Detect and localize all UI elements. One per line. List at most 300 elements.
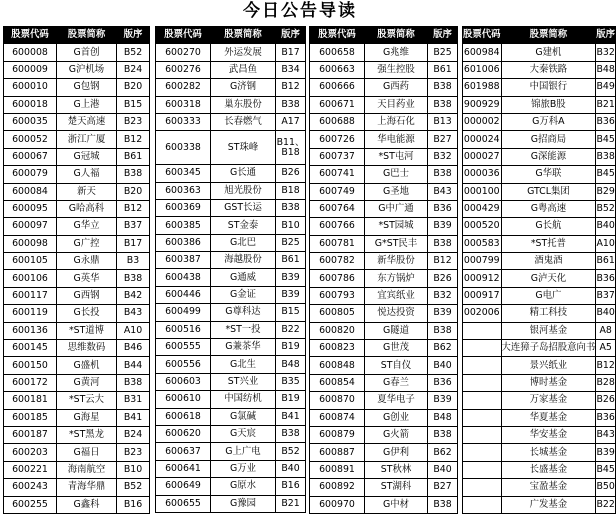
stock-name: 华夏基金 [501, 409, 596, 426]
stock-name: G伊利 [365, 444, 428, 461]
stock-name: 精工科技 [501, 305, 596, 322]
section-code: B61 [428, 61, 458, 78]
stock-code: 600387 [156, 252, 211, 269]
table-row [310, 253, 458, 270]
stock-code [463, 357, 502, 374]
section-code: B38 [428, 235, 458, 252]
table-row [463, 409, 616, 426]
section-code: A17 [276, 113, 306, 130]
stock-name: 银河基金 [501, 322, 596, 339]
stock-code: 600655 [156, 495, 211, 512]
section-code: B43 [596, 426, 616, 443]
table-row [463, 200, 616, 217]
stock-name: G泸天化 [501, 270, 596, 287]
stock-code: 000429 [463, 200, 502, 217]
stock-name: 博时基金 [501, 374, 596, 391]
stock-code: 000520 [463, 218, 502, 235]
stock-code [463, 444, 502, 461]
stock-name: *ST道博 [57, 322, 117, 339]
section-code: B45 [596, 166, 616, 183]
stock-name: G招商局 [501, 131, 596, 148]
table-row [156, 44, 306, 61]
table-row [463, 113, 616, 130]
table-row [310, 61, 458, 78]
table-row [463, 253, 616, 270]
table-row [310, 461, 458, 478]
table-row [156, 61, 306, 78]
stock-code: 600119 [4, 305, 57, 322]
stock-name: G北巴 [211, 234, 276, 251]
table-row [463, 235, 616, 252]
table-row [463, 322, 616, 339]
section-code: B32 [428, 287, 458, 304]
section-code: B22 [596, 496, 616, 513]
table-row [463, 131, 616, 148]
section-code: B17 [276, 44, 306, 61]
stock-code: 900929 [463, 96, 502, 113]
stock-name: G粤高速 [501, 200, 596, 217]
section-code: B32 [596, 44, 616, 61]
stock-code: 600106 [4, 270, 57, 287]
stock-name: 新华股份 [365, 253, 428, 270]
stock-code: 600095 [4, 200, 57, 217]
stock-code: 600984 [463, 44, 502, 61]
section-code: B41 [117, 409, 150, 426]
section-code: B38 [596, 148, 616, 165]
table-row [310, 409, 458, 426]
section-code: B29 [596, 183, 616, 200]
table-row [310, 444, 458, 461]
stock-code: 600649 [156, 478, 211, 495]
stock-name: 大秦铁路 [501, 61, 596, 78]
section-code: B42 [117, 287, 150, 304]
table-row [463, 444, 616, 461]
section-code: B18 [276, 182, 306, 199]
stock-name: 悦达投资 [365, 305, 428, 322]
stock-name: G华立 [57, 218, 117, 235]
stock-code: 600737 [310, 148, 365, 165]
stock-name: G天宸 [211, 426, 276, 443]
stock-name: G包钢 [57, 79, 117, 96]
section-code: B61 [596, 253, 616, 270]
header-code: 股票代码 [4, 27, 57, 44]
stock-name: 酒鬼酒 [501, 253, 596, 270]
stock-code [463, 496, 502, 513]
stock-name: *ST黑龙 [57, 426, 117, 443]
announcement-table-2 [155, 26, 306, 513]
stock-name: 旭光股份 [211, 182, 276, 199]
stock-name: 长盛基金 [501, 461, 596, 478]
stock-name: G华联 [501, 166, 596, 183]
stock-name: 华电能源 [365, 131, 428, 148]
section-code: B24 [117, 61, 150, 78]
section-code: B38 [428, 96, 458, 113]
table-row [156, 79, 306, 96]
table-row [156, 460, 306, 477]
header-name: 股票简称 [365, 27, 428, 44]
stock-name: *ST托普 [501, 235, 596, 252]
stock-code: 600255 [4, 496, 57, 513]
table-row [156, 252, 306, 269]
stock-name: *ST云大 [57, 392, 117, 409]
section-code: A5 [596, 340, 616, 357]
table-row [4, 426, 150, 443]
section-code: B26 [428, 270, 458, 287]
stock-code: 600276 [156, 61, 211, 78]
stock-name: G深能源 [501, 148, 596, 165]
table-row [156, 426, 306, 443]
section-code: B38 [117, 166, 150, 183]
stock-code: 600067 [4, 148, 57, 165]
section-code: B21 [276, 495, 306, 512]
table-row [463, 79, 616, 96]
stock-code: 600345 [156, 165, 211, 182]
stock-name: G豫园 [211, 495, 276, 512]
stock-name: G广控 [57, 235, 117, 252]
section-code: B43 [117, 305, 150, 322]
section-code: B36 [428, 374, 458, 391]
stock-name: G建机 [501, 44, 596, 61]
stock-code: 600136 [4, 322, 57, 339]
table-row [4, 305, 150, 322]
table-row [4, 235, 150, 252]
stock-name: G春兰 [365, 374, 428, 391]
table-row [310, 270, 458, 287]
table-row [310, 322, 458, 339]
header-code: 股票代码 [463, 27, 502, 44]
announcement-table-4 [462, 26, 616, 514]
section-code: B38 [276, 96, 306, 113]
stock-name: 华安基金 [501, 426, 596, 443]
stock-name: 青海华鼎 [57, 479, 117, 496]
stock-name: G电广 [501, 287, 596, 304]
stock-code [463, 479, 502, 496]
table-row [463, 461, 616, 478]
section-code: B15 [276, 304, 306, 321]
page-title: 今日公告导读 [243, 1, 357, 21]
stock-code: 600874 [310, 409, 365, 426]
table-row [4, 96, 150, 113]
table-row [310, 496, 458, 513]
table-row [463, 479, 616, 496]
table-row [310, 131, 458, 148]
table-row [156, 199, 306, 216]
table-row [310, 340, 458, 357]
table-row [4, 270, 150, 287]
stock-name: 天目药业 [365, 96, 428, 113]
stock-code: 600671 [310, 96, 365, 113]
stock-code: 000024 [463, 131, 502, 148]
stock-code: 600658 [310, 44, 365, 61]
section-code: B17 [117, 235, 150, 252]
table-row [4, 218, 150, 235]
stock-code [463, 374, 502, 391]
stock-code: 600688 [310, 113, 365, 130]
table-row [156, 131, 306, 165]
stock-name: ST秋林 [365, 461, 428, 478]
table-row [310, 113, 458, 130]
table-row [4, 322, 150, 339]
stock-name: 上海石化 [365, 113, 428, 130]
stock-code: 600887 [310, 444, 365, 461]
stock-name: 巢东股份 [211, 96, 276, 113]
stock-name: G圣地 [365, 183, 428, 200]
table-row [463, 148, 616, 165]
stock-name: G兆维 [365, 44, 428, 61]
stock-code: 600879 [310, 426, 365, 443]
section-code: B13 [428, 113, 458, 130]
header-code: 股票代码 [156, 27, 211, 44]
table-row [310, 96, 458, 113]
stock-code: 600438 [156, 269, 211, 286]
section-code: B38 [428, 79, 458, 96]
section-code: B41 [276, 408, 306, 425]
stock-code: 600318 [156, 96, 211, 113]
table-row [310, 479, 458, 496]
table-row [4, 200, 150, 217]
stock-code: 600446 [156, 286, 211, 303]
header-section: 版序 [117, 27, 150, 44]
stock-code: 000002 [463, 113, 502, 130]
section-code: B40 [428, 461, 458, 478]
stock-name: G通威 [211, 269, 276, 286]
table-row [4, 357, 150, 374]
stock-code: 600035 [4, 113, 57, 130]
table-row [463, 340, 616, 357]
section-code: B40 [596, 305, 616, 322]
stock-name: G上广电 [211, 443, 276, 460]
stock-code: 600516 [156, 321, 211, 338]
section-code: B52 [117, 44, 150, 61]
stock-code: 600052 [4, 131, 57, 148]
section-code: B37 [117, 218, 150, 235]
header-name: 股票简称 [211, 27, 276, 44]
stock-name: GST长运 [211, 199, 276, 216]
stock-code: 600805 [310, 305, 365, 322]
section-code: B50 [596, 479, 616, 496]
section-code: B23 [117, 444, 150, 461]
stock-code: 600010 [4, 79, 57, 96]
stock-code: 600823 [310, 340, 365, 357]
stock-code: 600009 [4, 61, 57, 78]
stock-code: 600221 [4, 461, 57, 478]
section-code: B26 [596, 392, 616, 409]
table-row [4, 166, 150, 183]
table-row [310, 287, 458, 304]
section-code: B48 [428, 409, 458, 426]
stock-name: 广发基金 [501, 496, 596, 513]
stock-code: 600117 [4, 287, 57, 304]
stock-name: G福日 [57, 444, 117, 461]
table-row [463, 357, 616, 374]
table-row [156, 408, 306, 425]
table-row [4, 392, 150, 409]
section-code: B46 [117, 340, 150, 357]
table-row [156, 356, 306, 373]
stock-name: 思维数码 [57, 340, 117, 357]
stock-name: 中国纺机 [211, 391, 276, 408]
table-row [310, 374, 458, 391]
section-code: B12 [117, 131, 150, 148]
table-header-row [310, 27, 458, 44]
table-row [4, 183, 150, 200]
section-code: B62 [428, 340, 458, 357]
stock-code: 600018 [4, 96, 57, 113]
table-row [310, 305, 458, 322]
stock-code: 600203 [4, 444, 57, 461]
section-code: B11、B18 [276, 131, 306, 165]
section-code: B12 [117, 200, 150, 217]
stock-name: 万家基金 [501, 392, 596, 409]
header-name: 股票简称 [501, 27, 596, 44]
section-code: A8 [596, 322, 616, 339]
section-code: B39 [428, 218, 458, 235]
table-header-row [463, 27, 616, 44]
stock-code: 600766 [310, 218, 365, 235]
section-code: B48 [596, 61, 616, 78]
stock-code: 600793 [310, 287, 365, 304]
stock-name: G上港 [57, 96, 117, 113]
table-header-row [4, 27, 150, 44]
section-code: B40 [276, 460, 306, 477]
stock-name: G北生 [211, 356, 276, 373]
table-row [156, 113, 306, 130]
stock-name: G哈高科 [57, 200, 117, 217]
section-code: B36 [596, 409, 616, 426]
section-code: B12 [596, 357, 616, 374]
section-code: B27 [428, 131, 458, 148]
stock-name: G中广通 [365, 200, 428, 217]
stock-code: 600637 [156, 443, 211, 460]
stock-code [463, 461, 502, 478]
stock-name: G氯碱 [211, 408, 276, 425]
stock-name: G英华 [57, 270, 117, 287]
table-row [4, 340, 150, 357]
section-code: B40 [428, 357, 458, 374]
section-code: B10 [276, 217, 306, 234]
table-row [156, 304, 306, 321]
stock-code: 600781 [310, 235, 365, 252]
stock-name: G济钢 [211, 79, 276, 96]
table-row [310, 200, 458, 217]
section-code: B15 [117, 96, 150, 113]
section-code: B25 [276, 234, 306, 251]
stock-code: 600172 [4, 374, 57, 391]
stock-code: 601988 [463, 79, 502, 96]
stock-code: 600555 [156, 339, 211, 356]
table-row [4, 131, 150, 148]
stock-code: 600749 [310, 183, 365, 200]
stock-name: 中国银行 [501, 79, 596, 96]
section-code: B38 [117, 270, 150, 287]
table-row [310, 218, 458, 235]
stock-code: 600181 [4, 392, 57, 409]
stock-code: 600854 [310, 374, 365, 391]
table-row [156, 321, 306, 338]
stock-code: 002006 [463, 305, 502, 322]
section-code: B27 [428, 479, 458, 496]
section-code: B36 [596, 270, 616, 287]
stock-code: 600008 [4, 44, 57, 61]
table-row [4, 444, 150, 461]
table-row [310, 44, 458, 61]
section-code: B44 [117, 357, 150, 374]
stock-code: 600185 [4, 409, 57, 426]
table-row [310, 426, 458, 443]
stock-name: G金证 [211, 286, 276, 303]
table-row [156, 217, 306, 234]
stock-name: 长春燃气 [211, 113, 276, 130]
section-code: B24 [117, 426, 150, 443]
stock-name: G首创 [57, 44, 117, 61]
section-code: B28 [596, 374, 616, 391]
stock-name: 楚天高速 [57, 113, 117, 130]
stock-name: *ST屯河 [365, 148, 428, 165]
section-code: B37 [596, 287, 616, 304]
stock-name: 海南航空 [57, 461, 117, 478]
stock-name: G原水 [211, 478, 276, 495]
stock-name: 强生控股 [365, 61, 428, 78]
header-section: 版序 [596, 27, 616, 44]
table-row [463, 44, 616, 61]
table-row [4, 113, 150, 130]
stock-code: 600666 [310, 79, 365, 96]
section-code: A10 [596, 235, 616, 252]
table-row [310, 183, 458, 200]
stock-name: G鑫科 [57, 496, 117, 513]
stock-code: 600764 [310, 200, 365, 217]
stock-code: 601006 [463, 61, 502, 78]
table-row [463, 392, 616, 409]
stock-name: 武昌鱼 [211, 61, 276, 78]
section-code: B49 [596, 79, 616, 96]
stock-name: 锦旅B股 [501, 96, 596, 113]
stock-name: 宜宾纸业 [365, 287, 428, 304]
stock-name: 浙江广厦 [57, 131, 117, 148]
stock-name: 夏华电子 [365, 392, 428, 409]
stock-name: G海星 [57, 409, 117, 426]
stock-code: 600145 [4, 340, 57, 357]
table-row [156, 234, 306, 251]
section-code: B23 [117, 113, 150, 130]
stock-name: GTCL集团 [501, 183, 596, 200]
stock-code [463, 409, 502, 426]
section-code: B19 [276, 391, 306, 408]
stock-name: G世茂 [365, 340, 428, 357]
section-code: B62 [428, 444, 458, 461]
stock-code: 600891 [310, 461, 365, 478]
section-code: A10 [117, 322, 150, 339]
stock-code: 600385 [156, 217, 211, 234]
section-code: B38 [428, 166, 458, 183]
stock-name: ST自仪 [365, 357, 428, 374]
section-code: B39 [428, 305, 458, 322]
table-row [463, 183, 616, 200]
table-row [4, 44, 150, 61]
stock-name: G火箭 [365, 426, 428, 443]
section-code: B31 [117, 392, 150, 409]
stock-name: ST金泰 [211, 217, 276, 234]
stock-code: 600620 [156, 426, 211, 443]
table-row [4, 496, 150, 513]
table-row [463, 96, 616, 113]
header-section: 版序 [276, 27, 306, 44]
table-row [463, 287, 616, 304]
stock-name: G创业 [365, 409, 428, 426]
stock-name: G万科A [501, 113, 596, 130]
table-row [156, 495, 306, 512]
table-row [463, 496, 616, 513]
